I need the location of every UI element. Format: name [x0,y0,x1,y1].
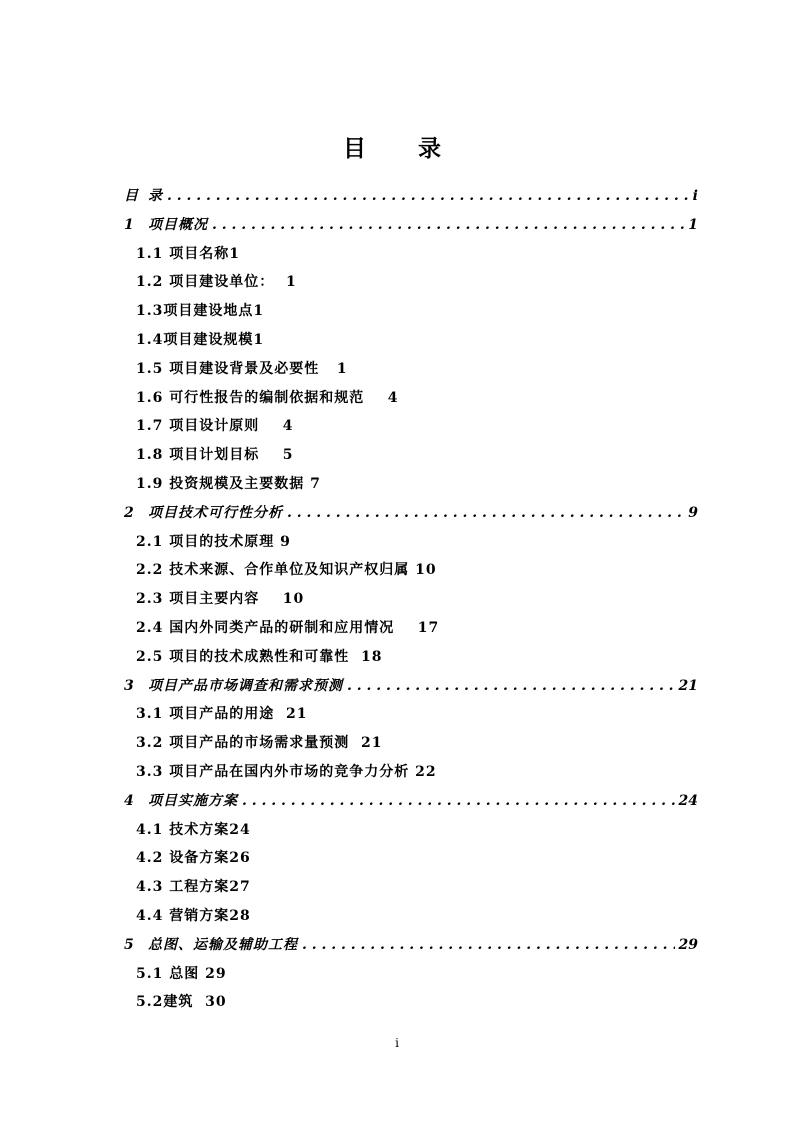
toc-section-entry[interactable] [124,873,698,902]
toc-chapter-title: 总图、运输及辅助工程 [148,936,298,953]
toc-section-title: 4.1 技术方案24 [136,821,251,838]
toc-section-title: 1.2 项目建设单位： 1 [136,274,297,291]
toc-section-title: 2.2 技术来源、合作单位及知识产权归属 10 [136,562,437,579]
toc-section-title: 1.1 项目名称1 [136,245,240,262]
toc-chapter-title: 项目产品市场调查和需求预测 [148,677,343,694]
toc-page-number: 1 [688,216,698,233]
table-of-contents [124,182,698,1017]
toc-section-entry[interactable] [124,902,698,931]
toc-section-entry[interactable] [124,326,698,355]
toc-section-title: 2.5 项目的技术成熟性和可靠性 18 [136,648,383,665]
toc-chapter-entry[interactable] [124,499,698,528]
toc-chapter-number: 3 [124,677,134,694]
toc-section-title: 2.3 项目主要内容 10 [136,591,305,608]
toc-section-title: 3.1 项目产品的用途 21 [136,706,308,723]
toc-section-title: 3.3 项目产品在国内外市场的竞争力分析 22 [136,763,437,780]
toc-dot-leader [347,672,675,701]
toc-section-entry[interactable] [124,729,698,758]
toc-page-number: 24 [678,792,698,809]
toc-section-entry[interactable] [124,268,698,297]
toc-chapter-entry[interactable] [124,787,698,816]
toc-section-entry[interactable] [124,441,698,470]
toc-chapter-number: 1 [124,216,134,233]
toc-chapter-title: 录 [148,188,163,204]
toc-section-title: 1.5 项目建设背景及必要性 1 [136,360,348,377]
toc-section-title: 5.1 总图 29 [136,965,227,982]
toc-section-title: 1.6 可行性报告的编制依据和规范 4 [136,389,399,406]
page-title: 目 录 [342,136,463,162]
toc-section-title: 1.7 项目设计原则 4 [136,418,294,435]
toc-section-entry[interactable] [124,700,698,729]
toc-section-title: 4.2 设备方案26 [136,850,251,867]
toc-chapter-number: 2 [124,504,134,521]
toc-dot-leader [242,787,675,816]
toc-section-title: 4.4 营销方案28 [136,907,251,924]
toc-chapter-number: 目 [124,188,138,204]
toc-section-title: 2.4 国内外同类产品的研制和应用情况 17 [136,619,440,636]
toc-chapter-title: 项目技术可行性分析 [148,504,283,521]
toc-section-entry[interactable] [124,960,698,989]
toc-section-title: 1.4项目建设规模1 [136,331,265,348]
toc-chapter-entry[interactable] [124,672,698,701]
toc-section-entry[interactable] [124,297,698,326]
toc-dot-leader [287,499,684,528]
toc-dot-leader [212,211,684,240]
toc-chapter-entry[interactable] [124,182,698,211]
toc-section-entry[interactable] [124,470,698,499]
toc-dot-leader [167,182,689,211]
toc-chapter-title: 项目实施方案 [148,792,238,809]
toc-section-entry[interactable] [124,844,698,873]
toc-section-entry[interactable] [124,758,698,787]
toc-page-number: 9 [688,504,698,521]
toc-section-entry[interactable] [124,240,698,269]
toc-section-title: 1.8 项目计划目标 5 [136,447,294,464]
toc-page-number: 21 [678,677,698,694]
toc-section-entry[interactable] [124,614,698,643]
toc-section-entry[interactable] [124,585,698,614]
page-number: i [395,1036,399,1050]
toc-section-title: 3.2 项目产品的市场需求量预测 21 [136,735,383,752]
toc-section-entry[interactable] [124,355,698,384]
toc-section-entry[interactable] [124,412,698,441]
toc-chapter-entry[interactable] [124,931,698,960]
toc-page-number: i [692,188,698,204]
toc-chapter-number: 4 [124,792,134,809]
toc-chapter-title: 项目概况 [148,216,208,233]
toc-section-entry[interactable] [124,643,698,672]
toc-section-entry[interactable] [124,816,698,845]
toc-chapter-entry[interactable] [124,211,698,240]
toc-chapter-number: 5 [124,936,134,953]
toc-section-title: 1.3项目建设地点1 [136,303,265,320]
toc-section-title: 4.3 工程方案27 [136,879,251,896]
toc-section-entry[interactable] [124,988,698,1017]
toc-dot-leader [302,931,675,960]
toc-section-entry[interactable] [124,528,698,557]
toc-section-title: 2.1 项目的技术原理 9 [136,533,291,550]
toc-section-entry[interactable] [124,556,698,585]
toc-page-number: 29 [678,936,698,953]
toc-section-entry[interactable] [124,384,698,413]
toc-section-title: 5.2建筑 30 [136,994,227,1011]
toc-section-title: 1.9 投资规模及主要数据 7 [136,475,321,492]
